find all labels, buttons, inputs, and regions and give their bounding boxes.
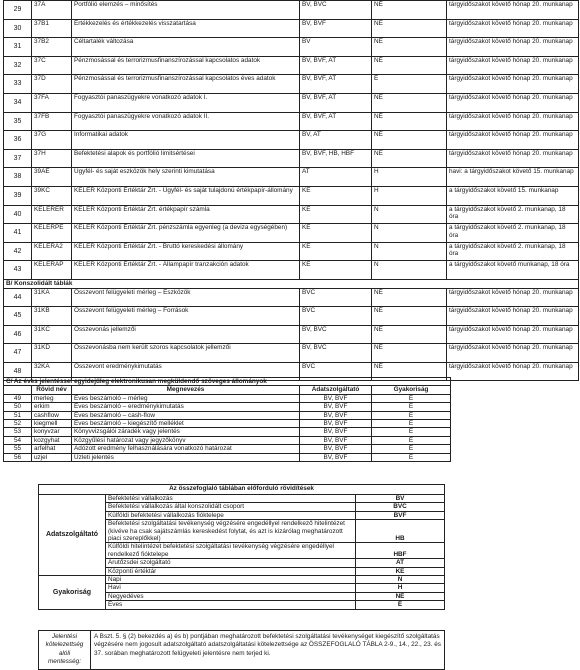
frequency-cell: NÉ bbox=[372, 325, 447, 344]
table-code: 37A bbox=[32, 1, 72, 20]
row-number: 52 bbox=[4, 420, 32, 428]
frequency-cell: NÉ bbox=[372, 56, 447, 75]
short-name: konyvzar bbox=[32, 428, 72, 436]
deadline-cell: a tárgyidőszakot követő 2. munkanap, 18 óra bbox=[447, 224, 579, 243]
short-name: merleg bbox=[32, 394, 72, 402]
provider-cell: BV, BVF, AT bbox=[300, 75, 372, 94]
deadline-cell: tárgyidőszakot követő hónap 20. munkanap bbox=[447, 1, 579, 20]
row-number: 40 bbox=[4, 205, 32, 224]
abbreviations-title-row bbox=[39, 485, 445, 495]
deadline-cell: tárgyidőszakot követő hónap 20. munkanap bbox=[447, 362, 579, 381]
row-number: 47 bbox=[4, 344, 32, 363]
table-row bbox=[4, 403, 451, 411]
row-number: 44 bbox=[4, 288, 32, 307]
table-description: Fogyasztói panaszügyekre vonatkozó adatok I. bbox=[72, 93, 300, 112]
row-number: 42 bbox=[4, 242, 32, 261]
provider-cell: BV, BVF bbox=[300, 436, 372, 444]
provider-group-label: Adatszolgáltató bbox=[39, 495, 106, 576]
deadline-cell: tárgyidőszakot követő hónap 20. munkanap bbox=[447, 38, 579, 57]
note-text: A Bszt. 5. § (2) bekezdés a) és b) pontjában meghatározott befektetési szolgáltatási tevékenységet kiegészítő szolgáltatás végzésére nem jogosult adatszolgáltató adatszolgáltatási kötelezettsége az ÖSSZEFOGLALÓ TÁBLA 2-9., 14., 22., 23. és 37. sorában meghatározott felügyeleti jelentésre nem terjed ki. bbox=[91, 631, 445, 670]
provider-cell: BV, BVF bbox=[300, 428, 372, 436]
table-description: Értékkezelés és értékkezelés visszatartása bbox=[72, 19, 300, 38]
frequency-cell: NÉ bbox=[372, 93, 447, 112]
short-name: cashflow bbox=[32, 411, 72, 419]
section-c-table bbox=[3, 377, 451, 462]
provider-cell: BV, BVF, AT bbox=[300, 93, 372, 112]
table-code: 32KA bbox=[32, 362, 72, 381]
abbreviation-text: Havi bbox=[106, 584, 356, 592]
table-description: Portfólió elemzés – minősítés bbox=[72, 1, 300, 20]
frequency-cell: É bbox=[372, 453, 451, 461]
deadline-cell: tárgyidőszakot követő hónap 20. munkanap bbox=[447, 19, 579, 38]
table-description: Összevonás jellemzői bbox=[72, 325, 300, 344]
abbreviation-text: Külföldi hitelintézet befektetési szolgáltatási tevékenység végzésére engedéllyel rendelkező fióktelepe bbox=[106, 543, 356, 559]
document-name: Adózott eredmény felhasználására vonatkozó határozat bbox=[72, 445, 300, 453]
frequency-cell: É bbox=[372, 420, 451, 428]
abbreviations-table bbox=[38, 484, 445, 610]
frequency-cell: NÉ bbox=[372, 112, 447, 131]
table-description: Összevont felügyeleti mérleg – Források bbox=[72, 307, 300, 326]
row-number: 48 bbox=[4, 362, 32, 381]
table-row bbox=[4, 261, 579, 280]
table-code: 37B2 bbox=[32, 38, 72, 57]
short-name: arfelhat bbox=[32, 445, 72, 453]
document-name: Könyvvizsgálói záradék vagy jelentés bbox=[72, 428, 300, 436]
table-code: KELERA2 bbox=[32, 242, 72, 261]
table-code: 31KD bbox=[32, 344, 72, 363]
frequency-cell: N bbox=[372, 205, 447, 224]
table-row bbox=[4, 75, 579, 94]
short-name: erkim bbox=[32, 403, 72, 411]
row-number: 41 bbox=[4, 224, 32, 243]
section-c-heading: C/ Az éves jelentéssel egyidejűleg elektronikusan megküldendő szöveges állományok bbox=[4, 378, 451, 386]
abbreviation-code: KE bbox=[356, 567, 445, 575]
table-row bbox=[4, 186, 579, 205]
document-name: Éves beszámoló – eredménykimutatás bbox=[72, 403, 300, 411]
section-b-heading: B/ Konszolidált táblák bbox=[4, 279, 579, 288]
table-row bbox=[4, 205, 579, 224]
table-code: 37G bbox=[32, 131, 72, 150]
frequency-cell: NÉ bbox=[372, 288, 447, 307]
deadline-cell: a tárgyidőszakot követő 2. munkanap, 18 óra bbox=[447, 205, 579, 224]
row-number: 31 bbox=[4, 38, 32, 57]
frequency-cell: N bbox=[372, 224, 447, 243]
row-number: 37 bbox=[4, 149, 32, 168]
row-number: 55 bbox=[4, 445, 32, 453]
table-code: 37FA bbox=[32, 93, 72, 112]
abbreviation-text: Külföldi befektetési vállalkozás fióktelepe bbox=[106, 511, 356, 519]
deadline-cell: tárgyidőszakot követő hónap 20. munkanap bbox=[447, 112, 579, 131]
row-number: 36 bbox=[4, 131, 32, 150]
frequency-cell: NÉ bbox=[372, 1, 447, 20]
row-number: 50 bbox=[4, 403, 32, 411]
abbreviation-text: Központi értéktár bbox=[106, 567, 356, 575]
frequency-cell: É bbox=[372, 428, 451, 436]
table-row bbox=[4, 344, 579, 363]
table-code: 37FB bbox=[32, 112, 72, 131]
table-description: Pénzmosással és terrorizmusfinanszírozással kapcsolatos éves adatok bbox=[72, 75, 300, 94]
table-code: 39AE bbox=[32, 168, 72, 187]
frequency-cell: N bbox=[372, 261, 447, 280]
deadline-cell: havi: a tárgyidőszakot követő 15. munkanap bbox=[447, 168, 579, 187]
row-number: 54 bbox=[4, 436, 32, 444]
reporting-table bbox=[3, 0, 579, 381]
row-number: 30 bbox=[4, 19, 32, 38]
provider-cell: BV bbox=[300, 38, 372, 57]
row-number: 34 bbox=[4, 93, 32, 112]
provider-cell: BV, BVC bbox=[300, 325, 372, 344]
frequency-cell: NÉ bbox=[372, 344, 447, 363]
table-row bbox=[4, 38, 579, 57]
header-provider: Adatszolgáltató bbox=[300, 386, 372, 394]
table-row bbox=[4, 325, 579, 344]
table-description: KELER Központi Értéktár Zrt. pénzszámla egyenleg (a deviza egységében) bbox=[72, 224, 300, 243]
abbreviation-code: BVF bbox=[356, 511, 445, 519]
table-row bbox=[4, 168, 579, 187]
abbreviation-code: N bbox=[356, 576, 445, 584]
table-description: Összevonásba nem került szoros kapcsolatok jellemzői bbox=[72, 344, 300, 363]
table-row bbox=[4, 131, 579, 150]
section-c-heading-row bbox=[4, 378, 451, 386]
deadline-cell: a tárgyidőszakot követő 2. munkanap, 18 óra bbox=[447, 242, 579, 261]
provider-cell: KE bbox=[300, 186, 372, 205]
deadline-cell: a tárgyidőszakot követő 15. munkanap bbox=[447, 186, 579, 205]
note-row bbox=[39, 631, 445, 670]
section-c-body bbox=[4, 378, 451, 462]
header-frequency: Gyakoriság bbox=[372, 386, 451, 394]
table-code: KELERPE bbox=[32, 224, 72, 243]
row-number: 29 bbox=[4, 1, 32, 20]
provider-cell: BV, BVF bbox=[300, 403, 372, 411]
abbreviation-text: Árutőzsdei szolgáltató bbox=[106, 559, 356, 567]
table-description: Pénzmosással és terrorizmusfinanszírozással kapcsolatos adatok bbox=[72, 56, 300, 75]
row-number: 45 bbox=[4, 307, 32, 326]
abbreviation-code: BVC bbox=[356, 503, 445, 511]
frequency-cell: NÉ bbox=[372, 307, 447, 326]
abbreviation-text: Negyedéves bbox=[106, 592, 356, 600]
frequency-cell: NÉ bbox=[372, 38, 447, 57]
provider-cell: KE bbox=[300, 261, 372, 280]
deadline-cell: tárgyidőszakot követő hónap 20. munkanap bbox=[447, 149, 579, 168]
frequency-cell: NÉ bbox=[372, 362, 447, 381]
table-description: Informatikai adatok bbox=[72, 131, 300, 150]
provider-cell: KE bbox=[300, 242, 372, 261]
abbreviation-code: AT bbox=[356, 559, 445, 567]
provider-cell: BVC bbox=[300, 288, 372, 307]
table-description: Összevont felügyeleti mérleg – Eszközök bbox=[72, 288, 300, 307]
abbreviation-code: BV bbox=[356, 495, 445, 503]
row-number: 39 bbox=[4, 186, 32, 205]
abbreviation-text: Befektetési vállalkozás által konszolidált csoport bbox=[106, 503, 356, 511]
frequency-cell: É bbox=[372, 436, 451, 444]
frequency-cell: É bbox=[372, 394, 451, 402]
table-code: 31KB bbox=[32, 307, 72, 326]
header-name: Megnevezés bbox=[72, 386, 300, 394]
table-row bbox=[4, 1, 579, 20]
row-number: 35 bbox=[4, 112, 32, 131]
provider-cell: KE bbox=[300, 205, 372, 224]
row-number: 56 bbox=[4, 453, 32, 461]
abbreviation-code: H bbox=[356, 584, 445, 592]
document-name: Éves beszámoló – kiegészítő melléklet bbox=[72, 420, 300, 428]
frequency-cell: NÉ bbox=[372, 19, 447, 38]
deadline-cell: tárgyidőszakot követő hónap 20. munkanap bbox=[447, 307, 579, 326]
abbreviation-text: Befektetési szolgáltatási tevékenység végzésére engedéllyel rendelkező hitelintézet (kivéve ha csak sajátszámlás kereskedést folytat, és azt is kizárólag meghatározott piaci szereplőkkel) bbox=[106, 520, 356, 543]
table-description: Céltartalék változása bbox=[72, 38, 300, 57]
document-name: Közgyűlési határozat vagy jegyzőkönyv bbox=[72, 436, 300, 444]
short-name: kozgyhat bbox=[32, 436, 72, 444]
frequency-cell: H bbox=[372, 186, 447, 205]
deadline-cell: tárgyidőszakot követő hónap 20. munkanap bbox=[447, 325, 579, 344]
deadline-cell: tárgyidőszakot követő hónap 20. munkanap bbox=[447, 344, 579, 363]
table-row bbox=[4, 436, 451, 444]
table-row bbox=[4, 149, 579, 168]
row-number: 38 bbox=[4, 168, 32, 187]
abbreviation-code: HBF bbox=[356, 543, 445, 559]
frequency-cell: É bbox=[372, 445, 451, 453]
table-row bbox=[4, 394, 451, 402]
deadline-cell: tárgyidőszakot követő hónap 20. munkanap bbox=[447, 75, 579, 94]
provider-cell: AT bbox=[300, 168, 372, 187]
table-code: 31KC bbox=[32, 325, 72, 344]
table-row bbox=[4, 411, 451, 419]
deadline-cell: tárgyidőszakot követő hónap 20. munkanap bbox=[447, 93, 579, 112]
provider-cell: BV, BVF bbox=[300, 453, 372, 461]
table-description: KELER Központi Értéktár Zrt. - Állampapír tranzakción adatok bbox=[72, 261, 300, 280]
note-label: Jelentési kötelezettség alóli mentesség: bbox=[39, 631, 91, 670]
abbreviations-title: Az összefoglaló táblában előforduló rövidítések bbox=[39, 485, 445, 495]
document-name: Üzleti jelentés bbox=[72, 453, 300, 461]
table-row bbox=[4, 93, 579, 112]
table-row bbox=[4, 288, 579, 307]
table-code: 31KA bbox=[32, 288, 72, 307]
table-description: KELER Központi Értéktár Zrt. értékpapír számla bbox=[72, 205, 300, 224]
row-number: 51 bbox=[4, 411, 32, 419]
exemption-note bbox=[38, 630, 445, 670]
abbreviation-code: NÉ bbox=[356, 592, 445, 600]
main-table-body bbox=[4, 1, 579, 381]
provider-cell: BV, AT bbox=[300, 131, 372, 150]
table-row bbox=[4, 453, 451, 461]
table-row bbox=[4, 307, 579, 326]
frequency-cell: É bbox=[372, 75, 447, 94]
table-row bbox=[4, 242, 579, 261]
frequency-cell: É bbox=[372, 411, 451, 419]
provider-cell: BV, BVF bbox=[300, 19, 372, 38]
document-name: Éves beszámoló – cash-flow bbox=[72, 411, 300, 419]
provider-cell: BV, BVF bbox=[300, 445, 372, 453]
table-row bbox=[4, 420, 451, 428]
abbreviation-code: HB bbox=[356, 520, 445, 543]
row-number: 49 bbox=[4, 394, 32, 402]
provider-cell: BV, BVF bbox=[300, 411, 372, 419]
row-number: 32 bbox=[4, 56, 32, 75]
provider-cell: BV, BVF, AT bbox=[300, 112, 372, 131]
table-code: 39KC bbox=[32, 186, 72, 205]
table-row bbox=[4, 224, 579, 243]
header-short-name: Rövid név bbox=[32, 386, 72, 394]
abbreviation-text: Napi bbox=[106, 576, 356, 584]
row-number: 53 bbox=[4, 428, 32, 436]
header-blank bbox=[4, 386, 32, 394]
frequency-cell: H bbox=[372, 168, 447, 187]
table-row bbox=[4, 445, 451, 453]
frequency-cell: NÉ bbox=[372, 131, 447, 150]
abbreviation-text: Éves bbox=[106, 601, 356, 609]
deadline-cell: tárgyidőszakot követő hónap 20. munkanap bbox=[447, 56, 579, 75]
document-name: Éves beszámoló – mérleg bbox=[72, 394, 300, 402]
abbreviation-code: É bbox=[356, 601, 445, 609]
table-row bbox=[4, 112, 579, 131]
row-number: 33 bbox=[4, 75, 32, 94]
table-description: Ügyfél- és saját eszközök hely szerinti kimutatása bbox=[72, 168, 300, 187]
table-row bbox=[4, 56, 579, 75]
table-description: Összevont eredménykimutatás bbox=[72, 362, 300, 381]
table-code: 37C bbox=[32, 56, 72, 75]
frequency-cell: É bbox=[372, 403, 451, 411]
row-number: 43 bbox=[4, 261, 32, 280]
table-code: 37B1 bbox=[32, 19, 72, 38]
provider-cell: KE bbox=[300, 224, 372, 243]
table-row bbox=[4, 428, 451, 436]
frequency-cell: N bbox=[372, 242, 447, 261]
table-description: KELER Központi Értéktár Zrt. - Bruttó kereskedési állomány bbox=[72, 242, 300, 261]
table-description: KELER Központi Értéktár Zrt. - Ügyfél- és saját tulajdonú értékpapír-állomány bbox=[72, 186, 300, 205]
table-row bbox=[4, 19, 579, 38]
provider-cell: BVC bbox=[300, 362, 372, 381]
abbreviation-row bbox=[39, 495, 445, 503]
provider-cell: BV, BVF, AT bbox=[300, 56, 372, 75]
provider-cell: BV, BVF bbox=[300, 420, 372, 428]
abbreviations-body bbox=[39, 485, 445, 610]
short-name: kiegmell bbox=[32, 420, 72, 428]
provider-cell: BV, BVC bbox=[300, 344, 372, 363]
abbreviation-text: Befektetési vállalkozás bbox=[106, 495, 356, 503]
row-number: 46 bbox=[4, 325, 32, 344]
table-code: 37D bbox=[32, 75, 72, 94]
provider-cell: BV, BVF, HB, HBF bbox=[300, 149, 372, 168]
provider-cell: BV, BVF bbox=[300, 394, 372, 402]
provider-cell: BVC bbox=[300, 307, 372, 326]
section-c-header-row bbox=[4, 386, 451, 394]
deadline-cell: a tárgyidőszakot követő munkanap, 18 óra bbox=[447, 261, 579, 280]
deadline-cell: tárgyidőszakot követő hónap 20. munkanap bbox=[447, 131, 579, 150]
table-description: Befektetési alapok és portfólió limitsértései bbox=[72, 149, 300, 168]
frequency-cell: NÉ bbox=[372, 149, 447, 168]
frequency-group-label: Gyakoriság bbox=[39, 576, 106, 610]
table-code: KELERER bbox=[32, 205, 72, 224]
table-code: KELERAP bbox=[32, 261, 72, 280]
deadline-cell: tárgyidőszakot követő hónap 20. munkanap bbox=[447, 288, 579, 307]
table-code: 37H bbox=[32, 149, 72, 168]
table-description: Fogyasztói panaszügyekre vonatkozó adatok II. bbox=[72, 112, 300, 131]
abbreviation-row bbox=[39, 576, 445, 584]
provider-cell: BV, BVC bbox=[300, 1, 372, 20]
short-name: uzjel bbox=[32, 453, 72, 461]
section-b-row bbox=[4, 279, 579, 288]
